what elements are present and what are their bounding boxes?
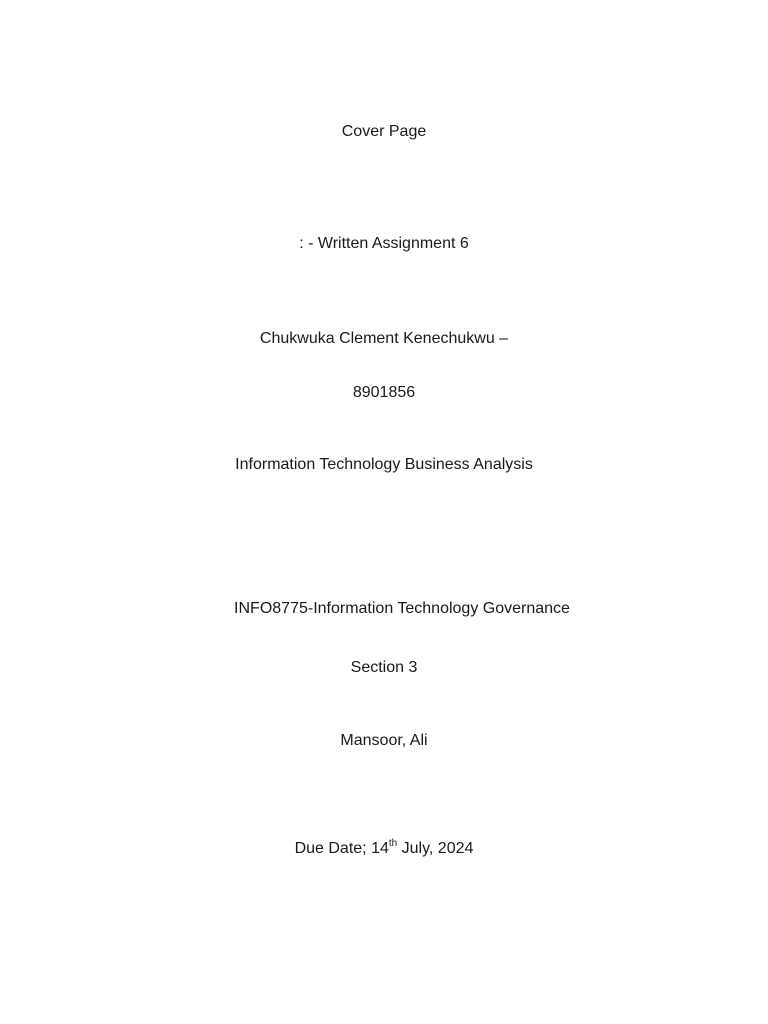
assignment-title: : - Written Assignment 6 (299, 235, 469, 252)
student-name: Chukwuka Clement Kenechukwu – (259, 330, 509, 347)
section-number: Section 3 (350, 659, 418, 676)
instructor-name: Mansoor, Ali (340, 732, 428, 749)
student-id: 8901856 (352, 384, 416, 401)
due-date (0, 839, 768, 859)
course-name: INFO8775-Information Technology Governance (234, 600, 570, 617)
due-date-ordinal: th (388, 837, 398, 849)
program-name: Information Technology Business Analysis (235, 456, 533, 473)
due-date-prefix: Due Date; 14 (294, 840, 389, 857)
due-date-suffix: July, 2024 (397, 840, 474, 857)
cover-page-heading: Cover Page (341, 123, 427, 140)
